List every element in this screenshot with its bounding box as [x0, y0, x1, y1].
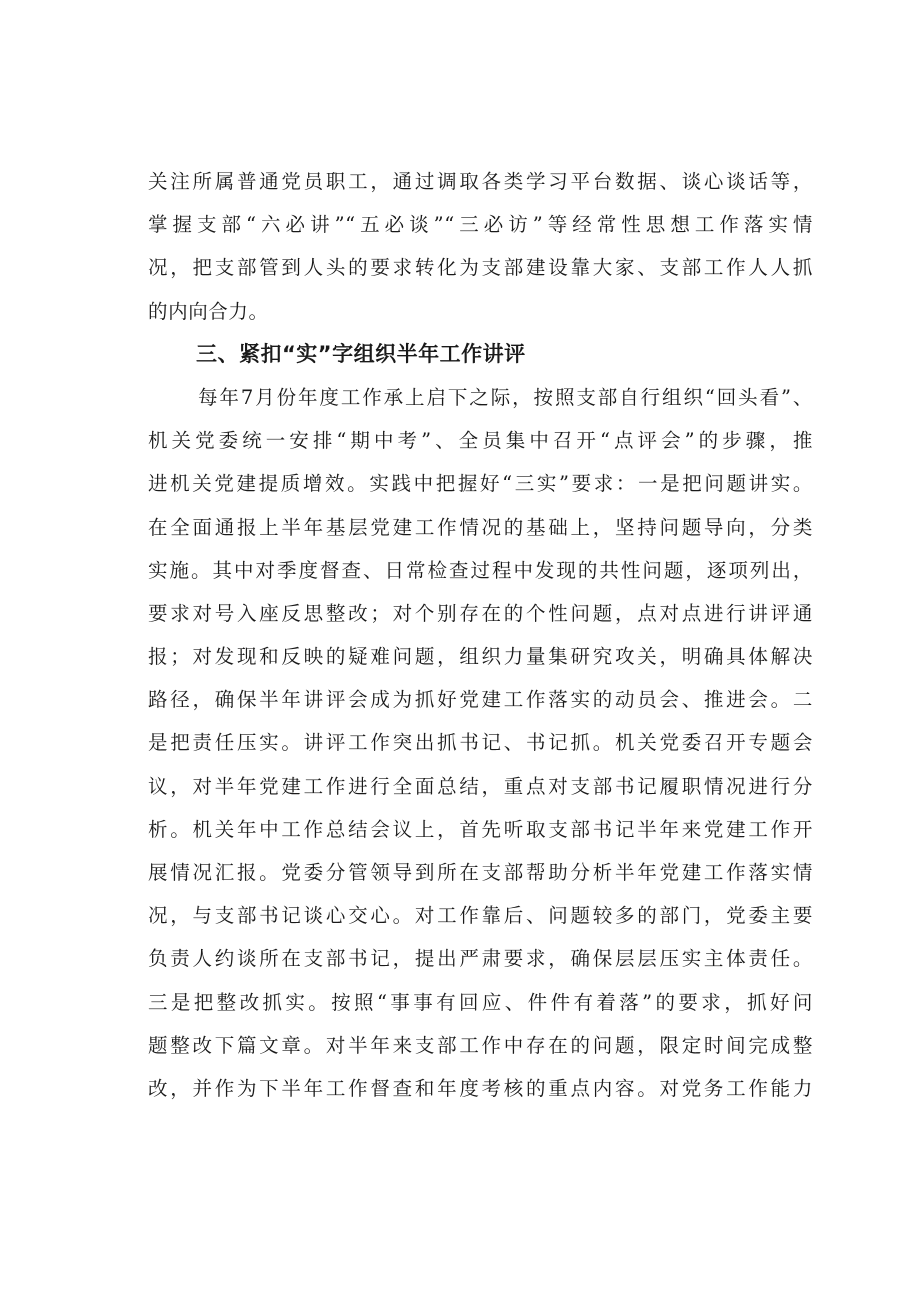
paragraph-line: 是把责任压实。讲评工作突出抓书记、书记抓。机关党委召开专题会: [148, 731, 813, 755]
paragraph-1: [148, 160, 813, 333]
document-body: [148, 160, 813, 1110]
paragraph-line: 况，与支部书记谈心交心。对工作靠后、问题较多的部门，党委主要: [148, 904, 813, 928]
paragraph-line: 机关党委统一安排“期中考”、全员集中召开“点评会”的步骤，推: [148, 429, 813, 453]
paragraph-line: 路径，确保半年讲评会成为抓好党建工作落实的动员会、推进会。二: [148, 688, 813, 712]
section-heading: 三、紧扣“实”字组织半年工作讲评: [196, 341, 526, 366]
paragraph-line: 负责人约谈所在支部书记，提出严肃要求，确保层层压实主体责任。: [148, 947, 813, 971]
paragraph-line: 题整改下篇文章。对半年来支部工作中存在的问题，限定时间完成整: [148, 1033, 813, 1057]
paragraph-2: [148, 376, 813, 1110]
paragraph-line: 报；对发现和反映的疑难问题，组织力量集研究攻关，明确具体解决: [148, 645, 813, 669]
paragraph-line: 议，对半年党建工作进行全面总结，重点对支部书记履职情况进行分: [148, 774, 813, 798]
paragraph-line: 每年7月份年度工作承上启下之际，按照支部自行组织“回头看”、: [198, 385, 813, 409]
paragraph-line: 进机关党建提质增效。实践中把握好“三实”要求：一是把问题讲实。: [148, 472, 813, 496]
paragraph-line: 实施。其中对季度督查、日常检查过程中发现的共性问题，逐项列出，: [148, 558, 813, 582]
paragraph-line: 改，并作为下半年工作督查和年度考核的重点内容。对党务工作能力: [148, 1076, 813, 1100]
paragraph-line: 关注所属普通党员职工，通过调取各类学习平台数据、谈心谈话等，: [148, 170, 813, 193]
paragraph-line: 的内向合力。: [148, 299, 269, 323]
paragraph-line: 展情况汇报。党委分管领导到所在支部帮助分析半年党建工作落实情: [148, 861, 813, 884]
paragraph-line: 在全面通报上半年基层党建工作情况的基础上，坚持问题导向，分类: [148, 515, 813, 539]
paragraph-line: 三是把整改抓实。按照“事事有回应、件件有着落”的要求，抓好问: [148, 990, 813, 1014]
paragraph-line: 掌握支部“六必讲”“五必谈”“三必访”等经常性思想工作落实情: [148, 213, 813, 237]
paragraph-line: 要求对号入座反思整改；对个别存在的个性问题，点对点进行讲评通: [148, 601, 813, 625]
paragraph-line: 析。机关年中工作总结会议上，首先听取支部书记半年来党建工作开: [148, 817, 813, 841]
paragraph-line: 况，把支部管到人头的要求转化为支部建设靠大家、支部工作人人抓: [148, 256, 813, 280]
